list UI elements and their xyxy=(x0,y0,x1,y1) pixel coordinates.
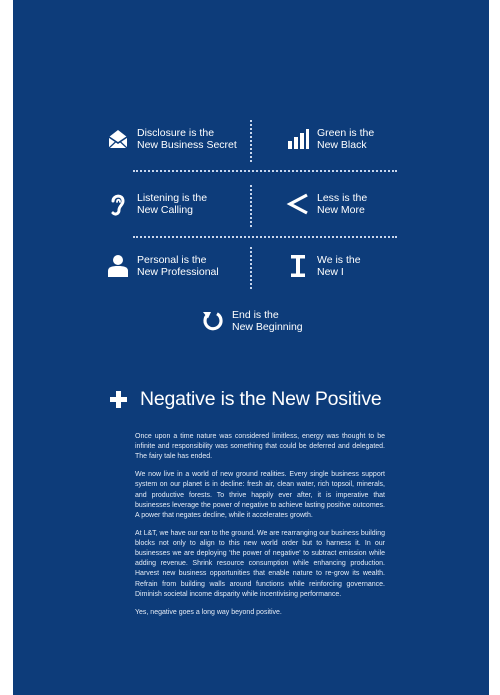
horizontal-separator xyxy=(133,170,397,172)
feature-line2: New Calling xyxy=(137,204,194,216)
paragraph: Once upon a time nature was considered limitless, energy was thought to be infinite and responsibility was something that could be deferred and delegated. The fairy tale has ended. xyxy=(135,433,385,461)
feature-label xyxy=(137,192,207,216)
feature-less xyxy=(285,191,367,217)
body-copy xyxy=(135,432,385,625)
feature-label xyxy=(232,309,303,333)
feature-label xyxy=(137,254,219,278)
page-title: Negative is the New Positive xyxy=(140,388,382,410)
feature-personal xyxy=(105,253,219,279)
feature-line1: Disclosure is the xyxy=(137,127,215,139)
feature-line2: New Professional xyxy=(137,266,219,278)
horizontal-separator xyxy=(133,236,397,238)
envelope-icon xyxy=(105,126,131,152)
feature-line1: We is the xyxy=(317,254,361,266)
vertical-separator xyxy=(250,185,252,227)
circular-arrow-icon xyxy=(200,308,226,334)
bar-chart-icon xyxy=(285,126,311,152)
paragraph: Yes, negative goes a long way beyond positive. xyxy=(135,608,282,616)
feature-end xyxy=(200,308,303,334)
feature-label xyxy=(317,127,374,151)
report-page xyxy=(13,0,489,695)
feature-we xyxy=(285,253,361,279)
paragraph: We now live in a world of new ground realities. Every single business support system on our planet is in decline: fresh air, clean water, rich topsoil, minerals, and productive forests. To thrive happily ever after, it is imperative that businesses leverage the power of negative to achieve lasting positive outcomes. A power that negates decline, while it accelerates growth. xyxy=(135,471,385,519)
feature-listening xyxy=(105,191,207,217)
person-icon xyxy=(105,253,131,279)
feature-line1: Green is the xyxy=(317,127,375,139)
feature-line2: New More xyxy=(317,204,365,216)
feature-line1: Personal is the xyxy=(137,254,207,266)
less-than-icon xyxy=(285,191,311,217)
ear-icon xyxy=(105,191,131,217)
feature-line2: New Black xyxy=(317,139,367,151)
feature-line1: End is the xyxy=(232,309,279,321)
feature-green xyxy=(285,126,374,152)
feature-label xyxy=(317,254,361,278)
feature-label xyxy=(137,127,237,151)
vertical-separator xyxy=(250,120,252,162)
feature-disclosure xyxy=(105,126,237,152)
feature-line1: Less is the xyxy=(317,192,368,204)
section-headline xyxy=(108,388,382,411)
letter-i-icon xyxy=(285,253,311,279)
feature-line2: New Business Secret xyxy=(137,139,237,151)
feature-label xyxy=(317,192,367,216)
feature-line2: New I xyxy=(317,266,344,278)
plus-icon xyxy=(108,389,130,411)
feature-line2: New Beginning xyxy=(232,321,303,333)
feature-line1: Listening is the xyxy=(137,192,208,204)
paragraph: At L&T, we have our ear to the ground. We are rearranging our business building blocks not only to align to this new world order but to harness it. In our businesses we are deploying 'the power of negative' to subtract emission while adding revenue. Shrink resource consumption while enhancing production. Harvest new business opportunities that enable nature to re-grow its wealth. Refrain from building walls around functions while reinforcing governance. Diminish societal income disparity while incentivising performance. xyxy=(135,529,385,598)
vertical-separator xyxy=(250,247,252,289)
